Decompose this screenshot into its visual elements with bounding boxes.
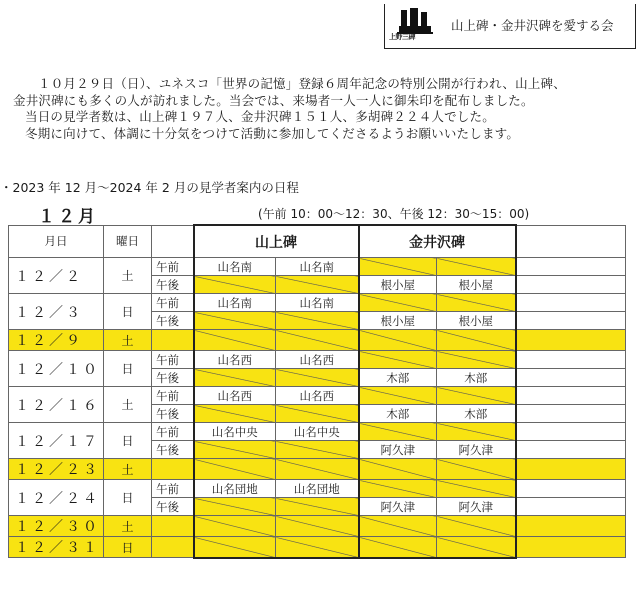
notes-cell: [516, 276, 626, 294]
closed-cell: [276, 537, 359, 558]
kanaizawa-am-empty: [359, 258, 437, 276]
yamanoue-pm-empty: [276, 369, 359, 387]
section-title: ・2023 年 12 月～2024 年 2 月の見学者案内の日程: [0, 180, 299, 195]
slot-pm: 午後: [152, 441, 194, 459]
slot-am: 午前: [152, 294, 194, 312]
closed-cell: [194, 537, 276, 558]
yamanoue-pm-empty: [276, 498, 359, 516]
schedule-table: [8, 224, 626, 559]
slot-pm: 午後: [152, 369, 194, 387]
table-row: [9, 330, 626, 351]
kanaizawa-guide-2: 根小屋: [437, 276, 516, 294]
yamanoue-pm-empty: [194, 498, 276, 516]
notes-cell: [516, 405, 626, 423]
closed-cell: [276, 330, 359, 351]
dow-cell: 土: [104, 516, 152, 537]
notes-cell: [516, 537, 626, 558]
kanaizawa-am-empty: [437, 480, 516, 498]
kanaizawa-guide-2: 阿久津: [437, 498, 516, 516]
yamanoue-guide-2: 山名中央: [276, 423, 359, 441]
header-notes: [516, 225, 626, 258]
organization-header: [384, 4, 636, 49]
kanaizawa-guide-1: 阿久津: [359, 498, 437, 516]
yamanoue-guide-2: 山名西: [276, 351, 359, 369]
kanaizawa-am-empty: [437, 258, 516, 276]
closed-cell: [359, 330, 437, 351]
month-label: １２月: [38, 207, 98, 227]
guide-hours: (午前 10：00～12：30、午後 12：30～15：00): [258, 207, 530, 221]
organization-name: 山上碑・金井沢碑を愛する会: [451, 18, 614, 33]
table-row: [9, 258, 626, 276]
yamanoue-pm-empty: [276, 312, 359, 330]
kanaizawa-guide-1: 根小屋: [359, 276, 437, 294]
slot-am: 午前: [152, 351, 194, 369]
yamanoue-pm-empty: [194, 312, 276, 330]
dow-cell: 日: [104, 423, 152, 459]
dow-cell: 土: [104, 330, 152, 351]
kanaizawa-am-empty: [437, 294, 516, 312]
slot-pm: 午後: [152, 498, 194, 516]
dow-cell: 日: [104, 294, 152, 330]
closed-cell: [194, 459, 276, 480]
header-kanaizawa: 金井沢碑: [359, 225, 516, 258]
date-cell: １２／１０: [9, 351, 104, 387]
notes-cell: [516, 423, 626, 441]
table-header-row: [9, 225, 626, 258]
table-row: [9, 294, 626, 312]
kanaizawa-guide-1: 阿久津: [359, 441, 437, 459]
yamanoue-pm-empty: [194, 276, 276, 294]
yamanoue-pm-empty: [276, 276, 359, 294]
yamanoue-pm-empty: [194, 405, 276, 423]
table-row: [9, 351, 626, 369]
kanaizawa-am-empty: [437, 351, 516, 369]
yamanoue-guide-2: 山名南: [276, 294, 359, 312]
table-row: [9, 387, 626, 405]
table-row: [9, 537, 626, 558]
notes-cell: [516, 294, 626, 312]
date-cell: １２／３０: [9, 516, 104, 537]
table-row: [9, 516, 626, 537]
notes-cell: [516, 459, 626, 480]
yamanoue-guide-1: 山名南: [194, 258, 276, 276]
notice-line: 当日の見学者数は、山上碑１９７人、金井沢碑１５１人、多胡碑２２４人でした。: [25, 109, 495, 124]
notes-cell: [516, 387, 626, 405]
date-cell: １２／１７: [9, 423, 104, 459]
table-row: [9, 480, 626, 498]
yamanoue-guide-1: 山名中央: [194, 423, 276, 441]
closed-cell: [359, 459, 437, 480]
kanaizawa-guide-1: 木部: [359, 369, 437, 387]
notes-cell: [516, 312, 626, 330]
slot-am: 午前: [152, 258, 194, 276]
slot-am: 午前: [152, 423, 194, 441]
kanaizawa-am-empty: [359, 480, 437, 498]
slot-empty: [152, 459, 194, 480]
yamanoue-guide-2: 山名南: [276, 258, 359, 276]
closed-cell: [437, 516, 516, 537]
yamanoue-pm-empty: [194, 369, 276, 387]
logo-text: 上野三碑: [389, 32, 415, 41]
kanaizawa-guide-1: 木部: [359, 405, 437, 423]
date-cell: １２／３: [9, 294, 104, 330]
notes-cell: [516, 258, 626, 276]
notes-cell: [516, 330, 626, 351]
yamanoue-guide-1: 山名団地: [194, 480, 276, 498]
closed-cell: [437, 537, 516, 558]
date-cell: １２／３１: [9, 537, 104, 558]
kanaizawa-am-empty: [359, 387, 437, 405]
yamanoue-guide-2: 山名団地: [276, 480, 359, 498]
kanaizawa-guide-2: 阿久津: [437, 441, 516, 459]
yamanoue-guide-1: 山名南: [194, 294, 276, 312]
slot-empty: [152, 516, 194, 537]
kanaizawa-guide-2: 木部: [437, 369, 516, 387]
header-dow: 曜日: [104, 225, 152, 258]
header-yamanoue: 山上碑: [194, 225, 359, 258]
notes-cell: [516, 516, 626, 537]
notes-cell: [516, 498, 626, 516]
kanaizawa-guide-2: 木部: [437, 405, 516, 423]
kanaizawa-am-empty: [359, 294, 437, 312]
yamanoue-pm-empty: [276, 405, 359, 423]
dow-cell: 土: [104, 459, 152, 480]
yamanoue-guide-1: 山名西: [194, 351, 276, 369]
closed-cell: [359, 537, 437, 558]
dow-cell: 日: [104, 351, 152, 387]
closed-cell: [437, 330, 516, 351]
yamanoue-guide-1: 山名西: [194, 387, 276, 405]
kanaizawa-am-empty: [437, 387, 516, 405]
closed-cell: [194, 330, 276, 351]
dow-cell: 土: [104, 258, 152, 294]
slot-pm: 午後: [152, 312, 194, 330]
date-cell: １２／１６: [9, 387, 104, 423]
yamanoue-pm-empty: [194, 441, 276, 459]
yamanoue-guide-2: 山名西: [276, 387, 359, 405]
header-slot: [152, 225, 194, 258]
slot-am: 午前: [152, 387, 194, 405]
yamanoue-pm-empty: [276, 441, 359, 459]
notes-cell: [516, 441, 626, 459]
table-row: [9, 459, 626, 480]
notice-line: 金井沢碑にも多くの人が訪れました。当会では、来場者一人一人に御朱印を配布しました。: [13, 92, 534, 108]
notice-paragraph: [13, 76, 566, 142]
date-cell: １２／２３: [9, 459, 104, 480]
notes-cell: [516, 480, 626, 498]
closed-cell: [359, 516, 437, 537]
notice-line: 冬期に向けて、体調に十分気をつけて活動に参加してくださるようお願いいたします。: [25, 125, 520, 141]
kanaizawa-am-empty: [359, 351, 437, 369]
slot-pm: 午後: [152, 405, 194, 423]
dow-cell: 日: [104, 480, 152, 516]
kanaizawa-am-empty: [359, 423, 437, 441]
table-row: [9, 423, 626, 441]
closed-cell: [194, 516, 276, 537]
slot-empty: [152, 330, 194, 351]
notes-cell: [516, 351, 626, 369]
closed-cell: [437, 459, 516, 480]
notes-cell: [516, 369, 626, 387]
closed-cell: [276, 516, 359, 537]
dow-cell: 土: [104, 387, 152, 423]
date-cell: １２／９: [9, 330, 104, 351]
closed-cell: [276, 459, 359, 480]
header-date: 月日: [9, 225, 104, 258]
dow-cell: 日: [104, 537, 152, 558]
notice-line: １０月２９日（日）、ユネスコ「世界の記憶」登録６周年記念の特別公開が行われ、山上碑、: [38, 76, 566, 91]
slot-empty: [152, 537, 194, 558]
schedule-body: [9, 258, 626, 558]
date-cell: １２／２４: [9, 480, 104, 516]
date-cell: １２／２: [9, 258, 104, 294]
slot-am: 午前: [152, 480, 194, 498]
kanaizawa-guide-1: 根小屋: [359, 312, 437, 330]
slot-pm: 午後: [152, 276, 194, 294]
kanaizawa-guide-2: 根小屋: [437, 312, 516, 330]
kanaizawa-am-empty: [437, 423, 516, 441]
